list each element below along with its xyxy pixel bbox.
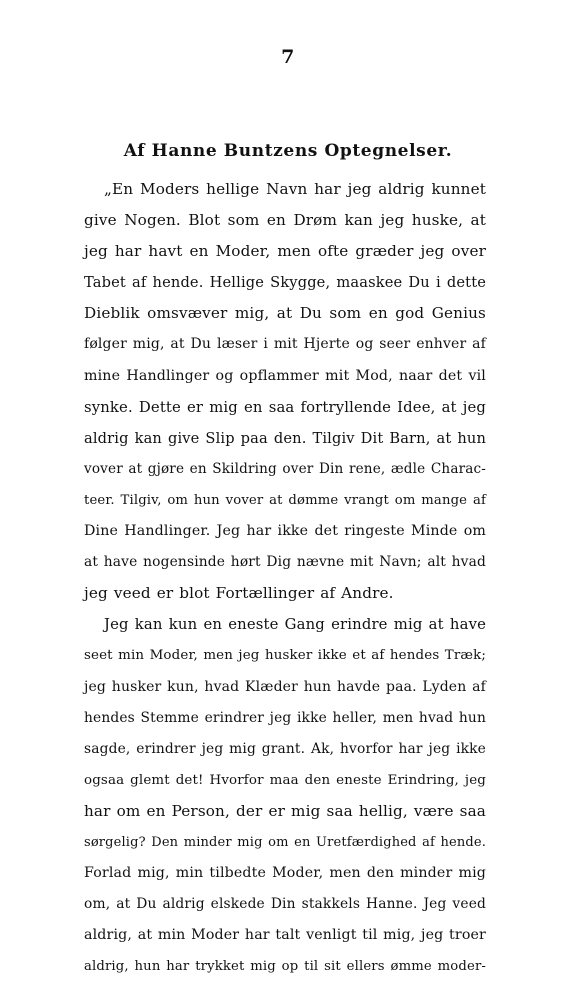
text-line: jeg har havt en Moder, men ofte græder jeg over (84, 242, 486, 261)
text-line: vover at gjøre en Skildring over Din rene, ædle Charac- (84, 460, 486, 477)
text-line: om, at Du aldrig elskede Din stakkels Hanne. Jeg veed (84, 896, 486, 913)
text-line: aldrig, at min Moder har talt venligt til mig, jeg troer (84, 927, 486, 944)
text-line: Forlad mig, min tilbedte Moder, men den minder mig (84, 865, 486, 882)
text-line: „En Moders hellige Navn har jeg aldrig kunnet (104, 180, 486, 198)
text-line: mine Handlinger og opflammer mit Mod, naar det vil (84, 367, 486, 384)
text-line: jeg veed er blot Fortællinger af Andre. (84, 584, 394, 603)
text-line: teer. Tilgiv, om hun vover at dømme vrangt om mange af (84, 492, 486, 508)
text-line: synke. Dette er mig en saa fortryllende Idee, at jeg (84, 398, 486, 416)
text-line: aldrig, hun har trykket mig op til sit ellers ømme moder- (84, 959, 486, 975)
text-line: aldrig kan give Slip paa den. Tilgiv Dit Barn, at hun (84, 429, 486, 447)
text-line: sørgelig? Den minder mig om en Uretfærdighed af hende. (84, 834, 486, 850)
text-line: hendes Stemme erindrer jeg ikke heller, men hvad hun (84, 709, 486, 726)
page-number: 7 (281, 46, 295, 68)
text-line: Dieblik omsvæver mig, at Du som en god Genius (84, 304, 486, 323)
text-line: jeg husker kun, hvad Klæder hun havde paa. Lyden af (84, 678, 486, 695)
text-line: følger mig, at Du læser i mit Hjerte og seer enhver af (84, 336, 486, 353)
body-text (84, 174, 486, 982)
text-line: Dine Handlinger. Jeg har ikke det ringeste Minde om (84, 523, 486, 540)
text-line: seet min Moder, men jeg husker ikke et af hendes Træk; (84, 648, 487, 664)
text-line: ogsaa glemt det! Hvorfor maa den eneste Erindring, jeg (84, 772, 486, 788)
text-line: sagde, erindrer jeg mig grant. Ak, hvorfor har jeg ikke (84, 740, 486, 757)
text-line: Tabet af hende. Hellige Skygge, maaskee Du i dette (84, 274, 486, 292)
text-line: Jeg kan kun en eneste Gang erindre mig at have (104, 616, 486, 634)
text-line: har om en Person, der er mig saa hellig, være saa (84, 801, 486, 820)
section-title: Af Hanne Buntzens Optegnelser. (123, 141, 453, 161)
text-line: give Nogen. Blot som en Drøm kan jeg huske, at (84, 211, 486, 230)
text-line: at have nogensinde hørt Dig nævne mit Navn; alt hvad (84, 554, 486, 571)
